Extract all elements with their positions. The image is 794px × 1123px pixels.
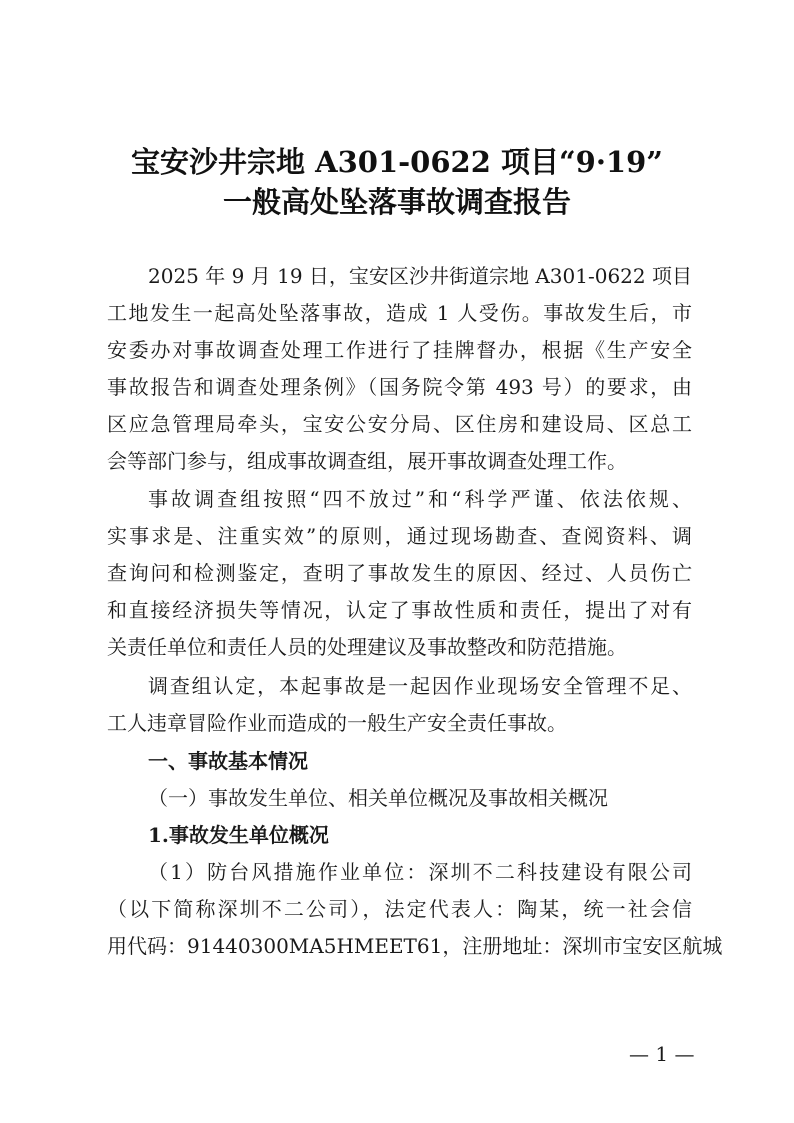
paragraph-line: 用代码：91440300MA5HMEET61，注册地址：深圳市宝安区航城 (107, 934, 723, 958)
paragraph-line: 关责任单位和责任人员的处理建议及事故整改和防范措施。 (107, 635, 627, 659)
paragraph-line: 事故报告和调查处理条例》（国务院令第 493 号）的要求，由 (107, 375, 692, 399)
paragraph-line: 工地发生一起高处坠落事故，造成 1 人受伤。事故发生后，市 (107, 301, 692, 325)
report-title-line-2: 一般高处坠落事故调查报告 (222, 185, 571, 219)
subsection-heading: （一）事故发生单位、相关单位概况及事故相关概况 (148, 786, 608, 810)
section-heading: 一、事故基本情况 (148, 749, 308, 773)
sub-subsection-heading: 1.事故发生单位概况 (148, 823, 329, 847)
report-title-line-1: 宝安沙井宗地 A301-0622 项目“9·19” (131, 145, 663, 179)
paragraph-line: 区应急管理局牵头，宝安公安分局、区住房和建设局、区总工 (107, 412, 692, 436)
paragraph-line: 调查组认定，本起事故是一起因作业现场安全管理不足、 (148, 674, 692, 698)
paragraph-line: 事故调查组按照“四不放过”和“科学严谨、依法依规、 (148, 487, 692, 511)
paragraph-line: 2025 年 9 月 19 日，宝安区沙井街道宗地 A301-0622 项目 (148, 264, 692, 288)
paragraph-line: 实事求是、注重实效”的原则，通过现场勘查、查阅资料、调 (107, 524, 692, 548)
page-number: — 1 — (629, 1042, 695, 1066)
paragraph-line: 查询问和检测鉴定，查明了事故发生的原因、经过、人员伤亡 (107, 561, 692, 585)
paragraph-line: 工人违章冒险作业而造成的一般生产安全责任事故。 (107, 711, 567, 735)
paragraph-line: 和直接经济损失等情况，认定了事故性质和责任，提出了对有 (107, 598, 692, 622)
paragraph-line: （以下简称深圳不二公司），法定代表人：陶某，统一社会信 (107, 897, 692, 921)
paragraph-line: 会等部门参与，组成事故调查组，展开事故调查处理工作。 (107, 449, 627, 473)
paragraph-line: （1）防台风措施作业单位：深圳不二科技建设有限公司 (148, 860, 692, 884)
paragraph-line: 安委办对事故调查处理工作进行了挂牌督办，根据《生产安全 (107, 338, 692, 362)
